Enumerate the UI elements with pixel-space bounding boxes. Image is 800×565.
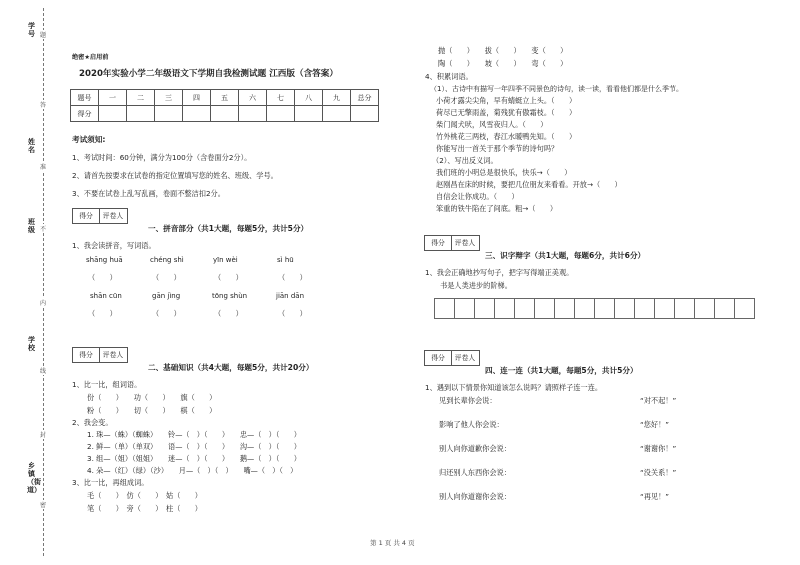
grid-cell[interactable] [535,299,555,319]
binding-char: 内 [40,300,47,307]
binding-char: 密 [40,502,47,509]
match-left[interactable]: 别人向你道歉你会说： [439,444,511,453]
answer-blank[interactable]: （ ） [88,309,117,318]
pinyin: shāng huā [86,256,123,264]
score-box-label: 得分 [425,351,452,365]
grid-cell[interactable] [435,299,455,319]
binding-char: 题 [40,32,47,39]
score-cell: 总分 [351,90,379,106]
match-left[interactable]: 见到长辈你会说： [439,396,497,405]
answer-blank[interactable]: （ ） [278,309,307,318]
section3-q1: 1、我会正确地抄写句子，把字写得端正美观。 [425,268,574,277]
side-label-class: 班级 [28,218,35,234]
grid-cell[interactable] [695,299,715,319]
answer-blank[interactable]: （ ） [88,273,117,282]
section1-q1: 1、我会读拼音，写词语。 [72,241,156,250]
match-left[interactable]: 归还别人东西你会说： [439,468,511,477]
score-input-cell[interactable] [99,106,127,122]
score-cell: 得分 [71,106,99,122]
grid-cell[interactable] [595,299,615,319]
notice-item: 3、不要在试卷上乱写乱画，卷面不整洁扣2分。 [72,189,225,198]
writing-grid[interactable] [434,298,755,319]
grid-cell[interactable] [715,299,735,319]
score-box [424,350,480,366]
section2-title: 二、基础知识（共4大题，每题5分，共计20分） [148,363,314,372]
question-line: 4. 朵—（红）（绿）（沙） 月—（ ）（ ） 嘴—（ ）（ ） [87,466,298,475]
pinyin: tōng shùn [212,292,248,300]
score-input-cell[interactable] [323,106,351,122]
score-input-cell[interactable] [239,106,267,122]
score-cell: 九 [323,90,351,106]
score-box [424,235,480,251]
binding-char: 答 [40,102,47,109]
question-line: 2. 鲜—（单）（单双） 语—（ ）（ ） 沟—（ ）（ ） [87,442,301,451]
grid-cell[interactable] [735,299,755,319]
score-box-blank[interactable] [73,223,127,238]
answer-blank[interactable]: （ ） [152,273,181,282]
pinyin: yīn wèi [213,256,238,264]
grader-box-label: 评卷人 [102,212,124,220]
match-left[interactable]: 别人向你道谢你会说： [439,492,511,501]
grader-box-label: 评卷人 [454,354,476,362]
score-input-cell[interactable] [183,106,211,122]
grid-cell[interactable] [635,299,655,319]
question-line: 笔（ ） 旁（ ） 柱（ ） [87,504,202,513]
score-table-header-row [71,90,379,106]
pinyin: shān cūn [90,292,122,300]
q4-line: （2）、写出反义词。 [432,156,498,165]
score-box-label: 得分 [73,348,100,362]
score-cell: 六 [239,90,267,106]
notice-item: 1、考试时间：60分钟，满分为100分（含卷面分2分）。 [72,153,252,162]
section2-q1: 1、比一比，组词语。 [72,380,142,389]
match-right[interactable]: “再见！” [640,492,670,501]
binding-char: 封 [40,432,47,439]
score-cell: 四 [183,90,211,106]
grader-box-label: 评卷人 [454,239,476,247]
question-line: 1. 珠—（蛛）（蜘蛛） 铃—（ ）（ ） 忠—（ ）（ ） [87,430,301,439]
score-input-cell[interactable] [267,106,295,122]
grader-box-label: 评卷人 [102,351,124,359]
q4-line: 柴门闻犬吠，风雪夜归人。（ ） [436,120,548,129]
pinyin: gān jìng [152,292,181,300]
q4-line: 赵刚昌在床的时候，要把几位朋友来看看。开放→（ ） [436,180,622,189]
score-box-label: 得分 [73,209,100,223]
grid-cell[interactable] [655,299,675,319]
side-label-name: 姓名 [28,138,35,154]
score-cell: 七 [267,90,295,106]
score-cell: 一 [99,90,127,106]
secret-label: 绝密★启用前 [72,54,109,61]
binding-char: 线 [40,368,47,375]
section1-title: 一、拼音部分（共1大题，每题5分，共计5分） [148,224,309,233]
match-right[interactable]: “没关系！” [640,468,677,477]
section4-title: 四、连一连（共1大题，每题5分，共计5分） [485,366,638,375]
q4-line: 竹外桃花三两枝，春江水暖鸭先知。（ ） [436,132,577,141]
side-label-school: 学校 [28,336,35,352]
grid-cell[interactable] [475,299,495,319]
match-right[interactable]: “对不起！” [640,396,677,405]
question-line: 陶（ ） 坡（ ） 弯（ ） [438,59,568,68]
match-right[interactable]: “谢谢你！” [640,444,677,453]
question-line: 抛（ ） 拔（ ） 变（ ） [438,46,568,55]
pinyin: chéng shì [150,256,184,264]
grid-cell[interactable] [575,299,595,319]
question-line: 份（ ） 功（ ） 旗（ ） [87,393,217,402]
section4-q1: 1、遇到以下情景你知道该怎么说吗？请照样子连一连。 [425,383,603,392]
score-box [72,347,128,363]
grid-cell[interactable] [495,299,515,319]
score-input-cell[interactable] [155,106,183,122]
score-cell: 三 [155,90,183,106]
q4-line: 笨重的铁牛陷在了间底。粗→（ ） [436,204,558,213]
binding-char: 不 [40,226,47,233]
page-footer: 第 1 页 共 4 页 [370,539,415,547]
q4-line: （1）、古诗中有描写一年四季不同景色的诗句，读一读，看看他们都是什么季节。 [430,85,683,93]
score-cell: 八 [295,90,323,106]
q4-line: 自信会让你成功。（ ） [436,192,519,201]
q4-line: 小荷才露尖尖角，早有蜻蜓立上头。（ ） [436,96,577,105]
score-cell: 题号 [71,90,99,106]
score-input-cell[interactable] [351,106,379,122]
score-cell: 二 [127,90,155,106]
grid-cell[interactable] [615,299,635,319]
grid-cell[interactable] [675,299,695,319]
binding-line [43,8,44,556]
answer-blank[interactable]: （ ） [278,273,307,282]
score-table [70,89,379,122]
section3-title: 三、识字辩字（共1大题，每题6分，共计6分） [485,251,646,260]
score-box [72,208,128,224]
binding-char: 准 [40,164,47,171]
grid-cell[interactable] [555,299,575,319]
notice-heading: 考试须知: [72,135,106,144]
question-line: 3. 组—（姐）（姐姐） 迷—（ ）（ ） 鹅—（ ）（ ） [87,454,301,463]
page-title: 2020年实验小学二年级语文下学期自我检测试题 江西版（含答案） [79,69,338,79]
q4-heading: 4、积累词语。 [425,72,473,81]
question-line: 粉（ ） 切（ ） 棋（ ） [87,406,217,415]
q4-line: 荷尽已无擎雨盖，菊残犹有傲霜枝。（ ） [436,108,577,117]
side-label-student-id: 学号 [28,22,35,38]
copy-sentence: 书是人类进步的阶梯。 [440,281,512,290]
score-input-cell[interactable] [211,106,239,122]
match-right[interactable]: “您好！” [640,420,670,429]
score-box-blank[interactable] [73,362,127,377]
score-input-cell[interactable] [295,106,323,122]
side-label-township: 乡镇（街道） [27,462,41,494]
section2-q2: 2、我会变。 [72,418,113,427]
notice-item: 2、请首先按要求在试卷的指定位置填写您的姓名、班级、学号。 [72,171,278,180]
q4-line: 我们班的小明总是很快乐，快乐→（ ） [436,168,572,177]
grid-cell[interactable] [455,299,475,319]
question-line: 毛（ ） 仿（ ） 姑（ ） [87,491,202,500]
pinyin: sì hū [277,256,294,264]
section2-q3: 3、比一比，再组成词。 [72,478,149,487]
score-box-blank[interactable] [425,365,479,380]
q4-line: 你能写出一首关于那个季节的诗句吗？ [436,144,559,153]
pinyin: jiān dān [276,292,305,300]
score-box-blank[interactable] [425,250,479,265]
grid-cell[interactable] [515,299,535,319]
score-table-score-row [71,106,379,122]
score-cell: 五 [211,90,239,106]
match-left[interactable]: 影响了他人你会说： [439,420,504,429]
score-box-label: 得分 [425,236,452,250]
score-input-cell[interactable] [127,106,155,122]
answer-blank[interactable]: （ ） [214,273,243,282]
answer-blank[interactable]: （ ） [214,309,243,318]
answer-blank[interactable]: （ ） [152,309,181,318]
